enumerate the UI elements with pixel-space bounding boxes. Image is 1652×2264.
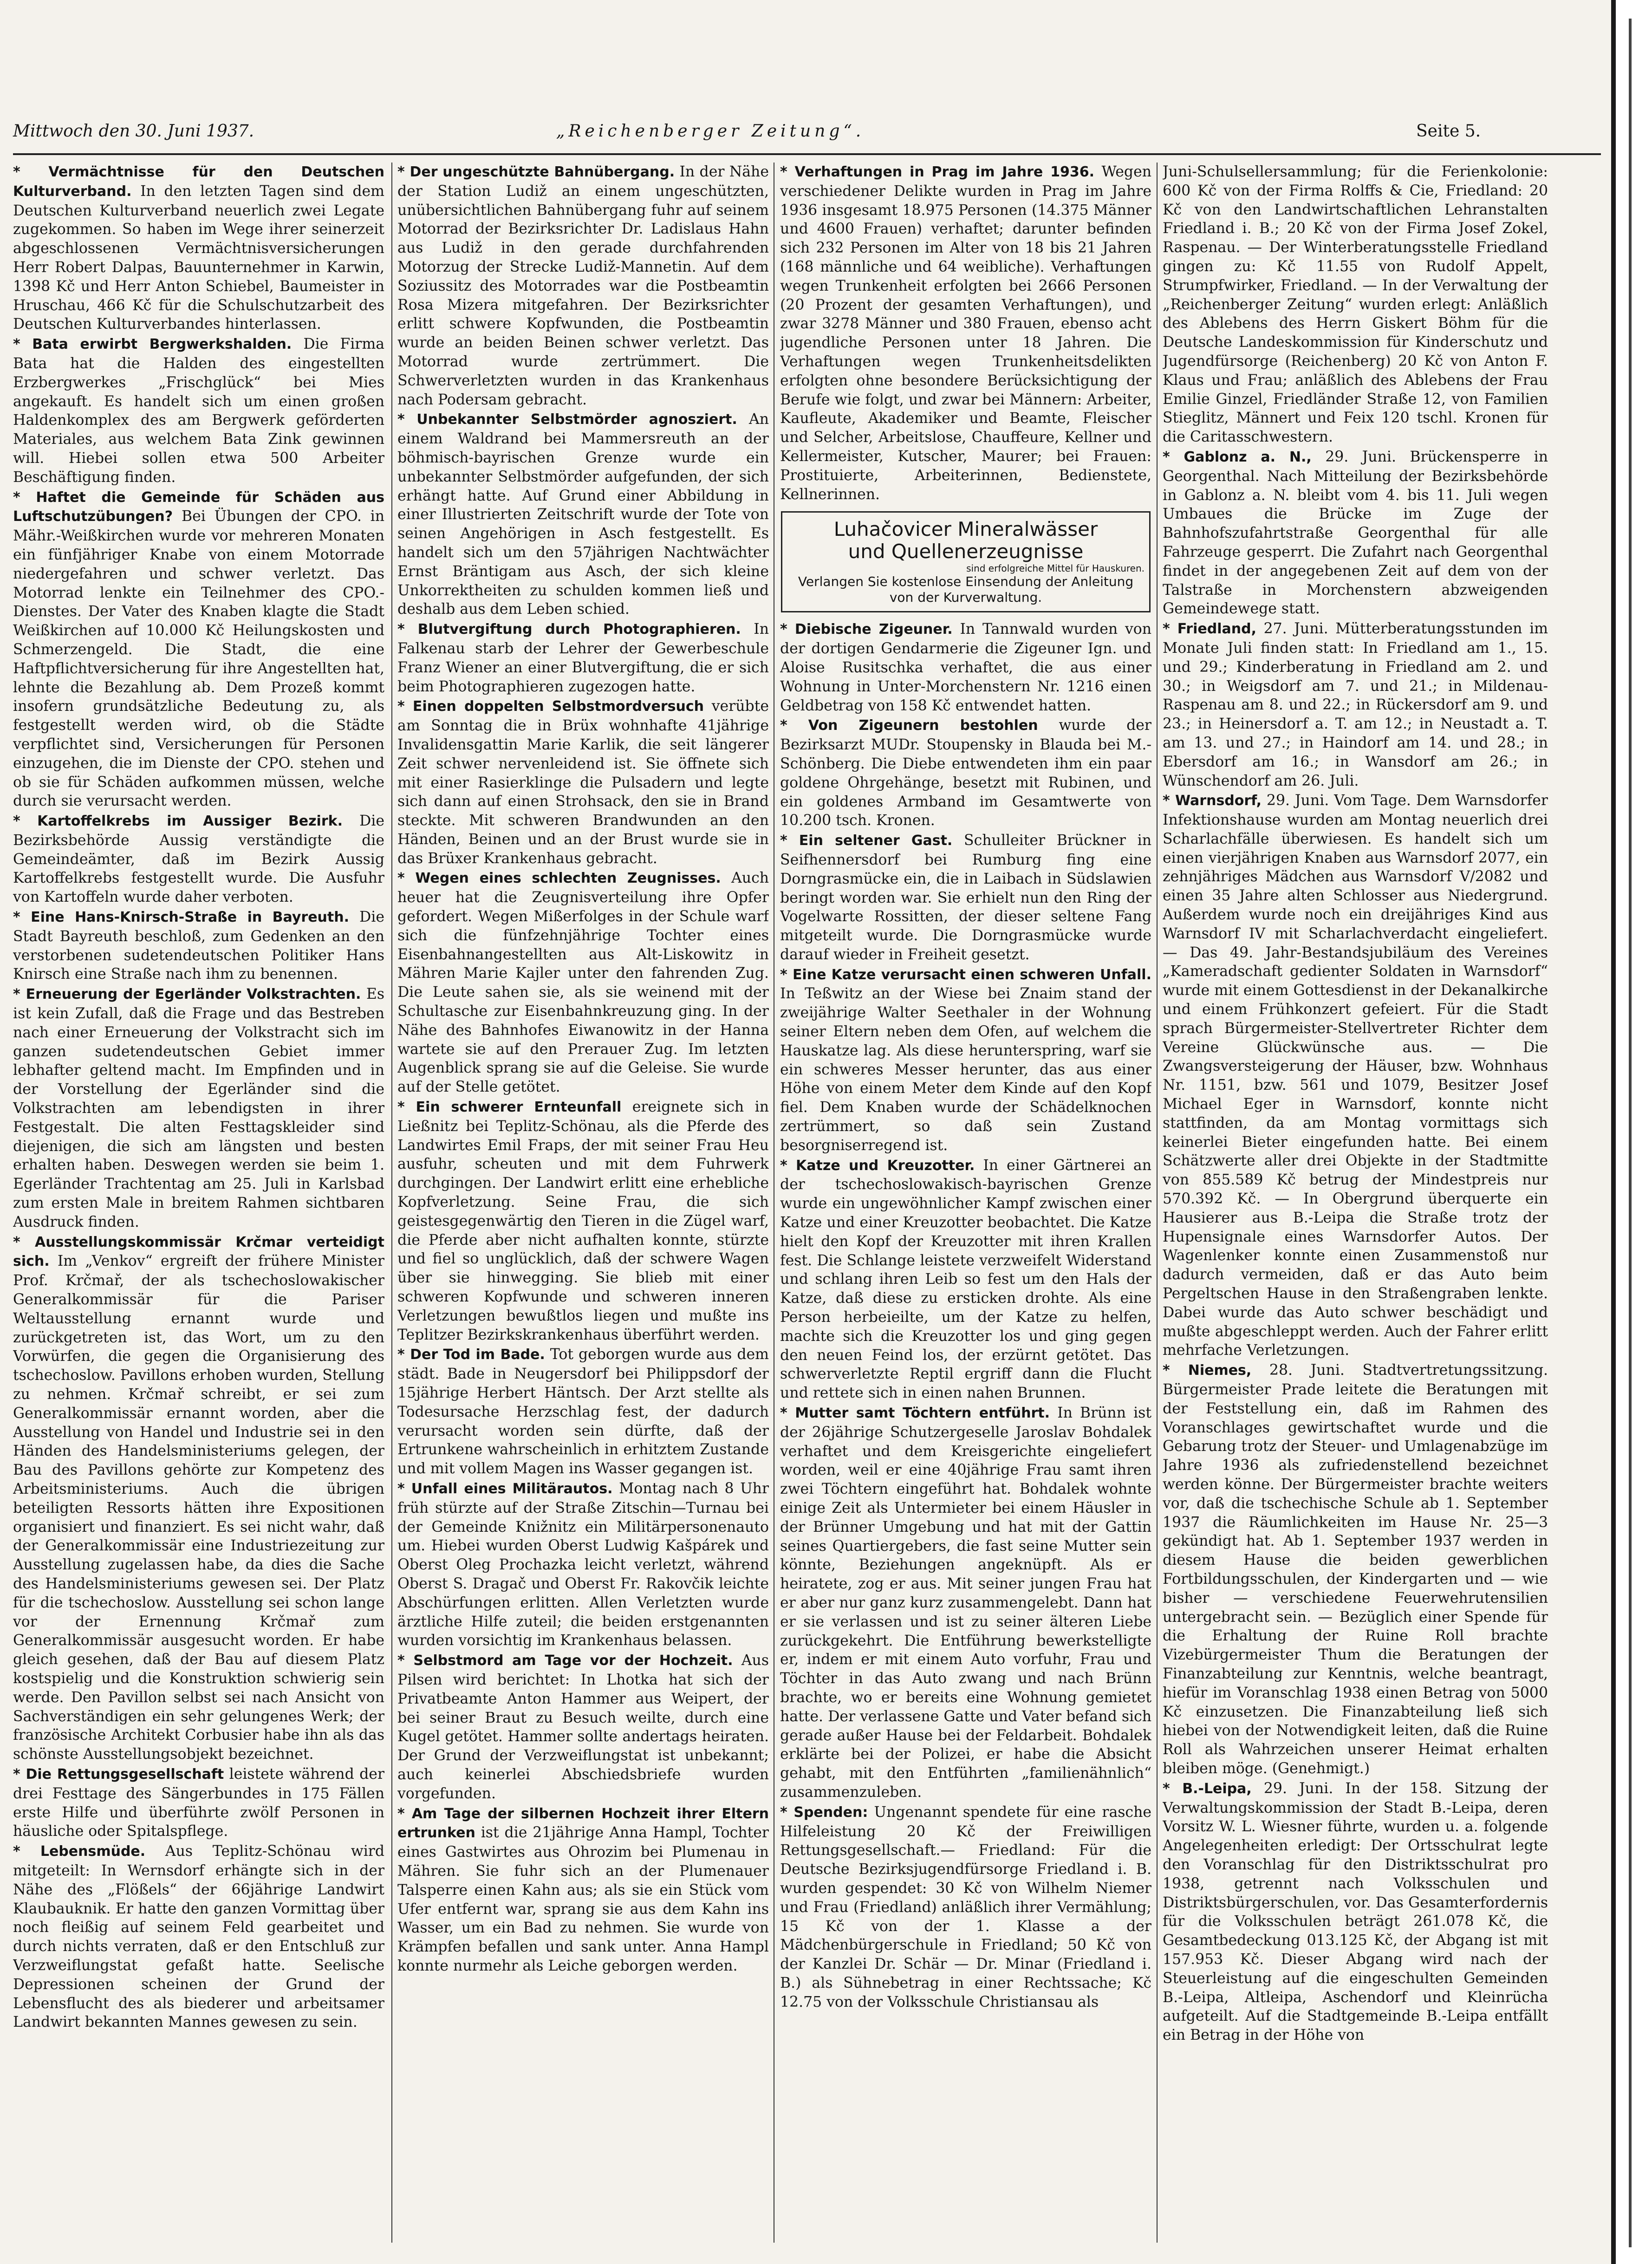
news-item: [397, 869, 769, 1097]
news-item-text: In der Nähe der Station Ludiž an einem ungeschützten, unübersichtlichen Bahnübergang fuhr auf seinem Motorrad der Bezirksrichter Dr. Ladislaus Hahn aus Ludiž in den gerade durchfahrenden Motorzug der Strecke Ludiž-Mannetin. Auf dem Soziussitz des Motorrades war die Postbeamtin Rosa Mizera mitgefahren. Der Bezirksrichter erlitt schwere Kopfwunden, die Postbeamtin wurde an beiden Beinen schwer verletzt. Das Motorrad wurde zertrümmert. Die Schwerverletzten wurden in das Krankenhaus nach Podersam gebracht.: [397, 163, 769, 408]
news-item: [1163, 163, 1548, 447]
news-item: [13, 163, 384, 334]
advertisement-line2: und Quellenerzeugnisse: [848, 540, 1084, 563]
news-item-text: Es ist kein Zufall, daß die Frage und das Bestreben nach einer Erneuerung der Volkstracht sich im ganzen sudetendeutschen Gebiet immer lebhafter geltend macht. Im Empfinden und in der Vorstellung der Egerländer sind die Volkstrachten am lebendigsten in ihrer Festgestalt. Die alten Festtagskleider sind diejenigen, die sich am längsten und besten erhalten haben. Deswegen werden sie beim 1. Egerländer Trachtentag am 25. Juli in Karlsbad zum ersten Male in breitem Rahmen sichtbaren Ausdruck finden.: [13, 986, 384, 1230]
news-item-text: Ungenannt spendete für eine rasche Hilfeleistung 20 Kč der Freiwilligen Rettungsgesellschaft.— Friedland: Für die Deutsche Bezirksjugendfürsorge Friedland i. B. wurden gespendet: 30 Kč von Wilhelm Niemer und Frau (Friedland) anläßlich ihrer Vermählung; 15 Kč von der 1. Klasse a der Mädchenbürgerschule in Friedland; 50 Kč von der Kanzlei Dr. Schär — Dr. Minar (Friedland i. B.) als Sühnebetrag in einer Rechtssache; Kč 12.75 von der Volksschule Christiansau als: [780, 1803, 1151, 2010]
news-item-heading: * Haftet die Gemeinde für Schäden aus Luftschutzübungen?: [13, 489, 384, 525]
news-item-heading: * Der Tod im Bade.: [397, 1347, 545, 1363]
news-item-heading: * Mutter samt Töchtern entführt.: [780, 1405, 1050, 1422]
column-1: [13, 163, 384, 2243]
news-item-text: Auch heuer hat die Zeugnisverteilung ihre Opfer gefordert. Wegen Mißerfolges in der Schule warf sich die fünfzehnjährige Tochter eines Eisenbahnangestellten aus Alt-Liskowitz in Mähren Marie Kajler unter den fahrenden Zug. Die Leute sahen sie, als sie weinend mit der Schultasche zur Eisenbahnkreuzung ging. In der Nähe des Bahnhofes Eiwanowitz in der Hanna wartete sie auf den Prerauer Zug. Im letzten Augenblick sprang sie auf die Geleise. Sie wurde auf der Stelle getötet.: [397, 870, 769, 1096]
news-item: [397, 1804, 769, 1976]
page-edge-shadow: [1629, 19, 1632, 2247]
news-item-text: Aus Teplitz-Schönau wird mitgeteilt: In Wernsdorf erhängte sich in der Nähe des „Flößels“ der 66jährige Landwirt Klaubauknik. Er hatte den ganzen Vormittag über noch fleißig auf seinem Feld gearbeitet und durch nichts verraten, daß er den Entschluß zur Verzweiflungstat gefaßt hatte. Seelische Depressionen scheinen der Grund der Lebensflucht des als biederer und arbeitsamer Landwirt bekannten Mannes gewesen zu sein.: [13, 1843, 384, 2031]
news-item-heading: * Bata erwirbt Bergwerkshalden.: [13, 336, 292, 353]
news-item: [1163, 791, 1548, 1360]
news-item-text: Tot geborgen wurde aus dem städt. Bade in Neugersdorf bei Philippsdorf der 15jährige Herbert Häntsch. Der Arzt stellte als Todesursache Herzschlag fest, der dadurch verursacht worden sein dürfte, daß der Ertrunkene wahrscheinlich in erhitztem Zustande und mit vollem Magen ins Wasser gegangen ist.: [397, 1346, 769, 1477]
news-item: [13, 488, 384, 811]
news-item: [780, 163, 1151, 504]
news-item-heading: * Friedland,: [1163, 621, 1256, 638]
news-item-heading: * Unbekannter Selbstmörder agnosziert.: [397, 411, 737, 428]
news-item-text: In Tannwald wurden von der dortigen Gendarmerie die Zigeuner Ign. und Aloise Rusitschka verhaftet, die aus einer Wohnung in Unter-Morchenstern Nr. 1216 einen Geldbetrag von 158 Kč entwendet hatten.: [780, 621, 1151, 714]
news-item-text: 29. Juni. In der 158. Sitzung der Verwaltungskommission der Stadt B.-Leipa, deren Vorsitz W. L. Wiesner führte, wurden u. a. folgende Angelegenheiten erledigt: Der Ortsschulrat legte den Voranschlag für den Distriktsschulrat pro 1938, getrennt nach Volksschulen und Distriktsbürgerschulen, vor. Das Gesamterfordernis für die Volksschulen beträgt 261.078 Kč, die Gesamtbedeckung 013.125 Kč, der Abgang ist mit 157.953 Kč. Dieser Abgang wird nach der Steuerleistung auf die eingeschulten Gemeinden B.-Leipa, Altleipa, Aschendorf und Kleinrücha aufgeteilt. Auf die Stadtgemeinde B.-Leipa entfällt ein Betrag in der Höhe von: [1163, 1780, 1548, 2044]
news-item-text: ereignete sich in Ließnitz bei Teplitz-Schönau, als die Pferde des Landwirtes Emil Fraps, der mit seiner Frau Heu ausfuhr, scheuten und mit dem Fuhrwerk durchgingen. Der Landwirt erlitt eine erhebliche Kopfverletzung. Seine Frau, die sich geistesgegenwärtig den Tieren in die Zügel warf, die Pferde aber nicht aufhalten konnte, stürzte und fiel so unglücklich, daß der schwere Wagen über sie hinwegging. Sie blieb mit einer schweren Kopfwunde und schweren inneren Verletzungen bewußtlos liegen und mußte ins Teplitzer Bezirkskrankenhaus überführt werden.: [397, 1099, 769, 1343]
news-item-heading: * Gablonz a. N.,: [1163, 449, 1312, 465]
news-item-heading: * Lebensmüde.: [13, 1843, 146, 1860]
news-item: [13, 335, 384, 487]
news-item-heading: * Ein seltener Gast.: [780, 833, 953, 849]
news-item-heading: * Vermächtnisse für den Deutschen Kulturverband.: [13, 164, 384, 200]
news-item-heading: * Von Zigeunern bestohlen: [780, 717, 1038, 734]
luhacovice-advertisement: [781, 511, 1151, 612]
news-item-heading: * B.-Leipa,: [1163, 1780, 1252, 1797]
news-item-text: Im „Venkov“ ergreift der frühere Minister Prof. Krčmař, der als tschechoslowakischer Generalkommissär für die Pariser Weltausstellung ernannt wurde und zurückgetreten ist, das Wort, um zu den Vorwürfen, die gegen die Organisierung des tschechoslow. Pavillons erhoben wurden, Stellung zu nehmen. Krčmař schreibt, er sei zum Generalkommissär ernannt worden, aber die Ausstellung von Handel und Industrie sei in den Händen des Handelsministeriums gelegen, der Bau des Pavillons gehörte zur Kompetenz des Arbeitsministeriums. Auch die übrigen beteiligten Ressorts hätten ihre Expositionen organisiert und finanziert. Es sei nicht wahr, daß der Generalkommissär eine Industriezeitung zur Ausstellung zugelassen habe, da dies die Sache des Handelsministeriums gewesen sei. Der Platz für die tschechoslow. Ausstellung sei schon lange vor der Ernennung Krčmař zum Generalkommissär ausgesucht worden. Er habe gleich gesehen, daß der Bau auf diesem Platz kostspielig und die Konstruktion schwierig sein werde. Den Pavillon selbst sei nach Ansicht von Sachverständigen ein sehr gelungenes Werk; der französische Architekt Corbusier habe ihn als das schönste Ausstellungsobjekt bezeichnet.: [13, 1253, 384, 1763]
news-item-text: In Brünn ist der 26jährige Schutzergeselle Jaroslav Bohdalek verhaftet und dem Kreisgerichte eingeliefert worden, weil er eine 40jährige Frau samt ihren zwei Töchtern eingeführt hat. Bohdalek wohnte einige Zeit als Untermieter bei einem Häusler in der Brünner Umgebung und hat mit der Gattin seines Quartiergebers, die fast seine Mutter sein könnte, Beziehungen angeknüpft. Als er heiratete, zog er aus. Mit seiner jungen Frau hat er aber nur ganz kurz zusammengelebt. Dann hat er sie verlassen und ist zu seiner älteren Liebe zurückgekehrt. Die Entführung bewerkstelligte er, indem er mit einem Auto vorfuhr, Frau und Töchter in das Auto zwang und nach Brünn brachte, wo er bereits eine Wohnung gemietet hatte. Der verlassene Gatte und Vater befand sich gerade außer Hause bei der Feldarbeit. Bohdalek erklärte bei der Polizei, er habe die Absicht gehabt, mit den Entführten „familienähnlich“ zusammenzuleben.: [780, 1405, 1151, 1801]
news-item-heading: * Warnsdorf,: [1163, 793, 1262, 809]
news-item-text: Die Bezirksbehörde Aussig verständigte die Gemeindeämter, daß im Bezirk Aussig Kartoffelkrebs festgestellt wurde. Die Ausfuhr von Kartoffeln wurde daher verboten.: [13, 813, 384, 906]
news-item: [13, 1233, 384, 1764]
news-item: [397, 410, 769, 619]
news-item: [13, 985, 384, 1231]
news-item-text: 29. Juni. Vom Tage. Dem Warnsdorfer Infektionshause wurden am Montag neuerlich drei Scharlachfälle überwiesen. Es handelt sich um einen vierjährigen Knaben aus Warnsdorf 2077, ein zehnjähriges Mädchen aus Warnsdorf V/2082 und einen 35 Jahre alten Schlosser aus Niedergrund. Außerdem wurde noch ein dreijähriges Kind aus Warnsdorf IV mit Scharlachverdacht eingeliefert. — Das 49. Jahr-Bestandsjubiläum des Vereines „Kameradschaft gedienter Soldaten in Warnsdorf“ wurde mit einem Gottesdienst in der Dekanalkirche und einem Frühkonzert gefeiert. Für die Stadt sprach Bürgermeister-Stellvertreter Richter dem Vereine Glückwünsche aus. — Die Zwangsversteigerung der Häuser, bzw. Wohnhaus Nr. 1151, bzw. 561 und 1079, Besitzer Josef Michael Eger in Warnsdorf, konnte nicht stattfinden, da am Montag vormittags sich keinerlei Bieter eingefunden hatte. Bei einem Schätzwerte aller drei Objekte in der Stadtmitte von 855.589 Kč betrug der Mindestpreis nur 570.392 Kč. — In Obergrund überquerte ein Hausierer aus B.-Leipa die Straße trotz der Hupensignale eines Warnsdorfer Autos. Der Wagenlenker konnte einen Zusammenstoß nur dadurch vermeiden, daß er das Auto beim Pergeltschen Hause in den Straßengraben lenkte. Dabei wurde das Auto schwer beschädigt und mußte abgeschleppt werden. Auch der Fahrer erlitt mehrfache Verletzungen.: [1163, 792, 1548, 1359]
news-item: [397, 697, 769, 868]
news-item: [13, 812, 384, 907]
page-edge-line: [1611, 0, 1616, 2264]
news-item-text: 28. Juni. Stadtvertretungssitzung. Bürgermeister Prade leitete die Beratungen mit der Feststellung ein, daß im Rahmen des Voranschlages gewirtschaftet wurde und die Gebarung trotz der Steuer- und Umlagenabzüge im Jahre 1936 als zufriedenstellend bezeichnet werden könne. Der Bürgermeister brachte weiters vor, daß die tschechische Schule ab 1. September 1937 die Räumlichkeiten im Hause Nr. 25—3 gekündigt hat. Ab 1. September 1937 werden in diesem Hause die beiden gewerblichen Fortbildungsschulen, der Kindergarten und — wie bisher — verschiedene Feuerwehrutensilien untergebracht sein. — Bezüglich einer Spende für die Erhaltung der Ruine Roll brachte Vizebürgermeister Thum die Beratungen der Finanzabteilung zur Kenntnis, welche beantragt, hiefür im Voranschlag 1938 einen Betrag von 5000 Kč einzusetzen. Die Finanzabteilung ließ sich hiebei von der Notwendigkeit leiten, daß die Ruine Roll als Wahrzeichen unserer Heimat erhalten bleiben möge. (Genehmigt.): [1163, 1362, 1548, 1777]
page-number: Seite 5.: [1416, 122, 1481, 141]
news-item-text: Montag nach 8 Uhr früh stürzte auf der Straße Zitschin—Turnau bei der Gemeinde Knižnitz ein Militärpersonenauto um. Hiebei wurden Oberst Ludwig Kašpárek und Oberst Oleg Prochazka leicht verletzt, während Oberst S. Dragač und Oberst Fr. Rakovčik leichte Abschürfungen erlitten. Allen Verletzten wurde ärztliche Hilfe zuteil; die beiden erstgenannten wurden vorsichtig im Krankenhaus belassen.: [397, 1480, 769, 1649]
news-item-text: verübte am Sonntag die in Brüx wohnhafte 41jährige Invalidensgattin Marie Karlik, die seit längerer Zeit schwer nervenleidend ist. Sie öffnete sich mit einer Rasierklinge die Pulsadern und legte sich dann auf einen Strohsack, den sie in Brand steckte. Mit schweren Brandwunden an den Händen, Beinen und an der Brust wurde sie in das Brüxer Krankenhaus gebracht.: [397, 698, 769, 867]
header-date: Mittwoch den 30. Juni 1937.: [13, 122, 254, 141]
news-item-text: Die Stadt Bayreuth beschloß, zum Gedenken an den verstorbenen sudetendeutschen Politiker Hans Knirsch eine Straße nach ihm zu benennen.: [13, 909, 384, 983]
news-item-heading: * Selbstmord am Tage vor der Hochzeit.: [397, 1652, 733, 1669]
news-item-heading: * Die Rettungsgesellschaft: [13, 1766, 224, 1783]
news-item-heading: * Wegen eines schlechten Zeugnisses.: [397, 870, 721, 887]
news-item-heading: * Kartoffelkrebs im Aussiger Bezirk.: [13, 813, 343, 830]
news-item-text: ist die 21jährige Anna Hampl, Tochter eines Gastwirtes aus Ohrozim bei Plumenau in Mähren. Sie fuhr sich an der Plumenauer Talsperre einen Kahn aus; als sie ein Stück vom Ufer entfernt war, sprang sie aus dem Kahn ins Wasser, um ein Bad zu nehmen. Sie wurde von Krämpfen befallen und sank unter. Anna Hampl konnte nurmehr als Leiche geborgen werden.: [397, 1824, 769, 1974]
news-item: [1163, 619, 1548, 790]
header-rule: [13, 153, 1601, 155]
news-item-heading: * Unfall eines Militärautos.: [397, 1480, 613, 1497]
news-item-heading: * Niemes,: [1163, 1362, 1252, 1379]
news-item-text: Schulleiter Brückner in Seifhennersdorf bei Rumburg fing eine Dorngrasmücke ein, die in Laibach in Südslawien beringt worden war. Sie erhielt nun den Ring der Vogelwarte Rossitten, der dieser seltene Fang mitgeteilt wurde. Die Dorngrasmücke wurde darauf wieder in Freiheit gesetzt.: [780, 832, 1151, 963]
news-item: [780, 831, 1151, 964]
news-item-heading: * Ausstellungskommissär Krčmar verteidigt sich.: [13, 1234, 384, 1270]
news-item: [1163, 1779, 1548, 2045]
news-item: [1163, 448, 1548, 618]
news-item-text: An einem Waldrand bei Mammersreuth an der böhmisch-bayrischen Grenze wurde ein unbekannter Selbstmörder aufgefunden, der sich erhängt hatte. Auf Grund einer Abbildung in einer Illustrierten Zeitschrift wurde der Tote von seinen Angehörigen in Asch festgestellt. Es handelt sich um den 57jährigen Nachtwächter Ernst Bräntigam aus Asch, der sich kleine Unkorrektheiten zu schulden kommen ließ und deshalb aus dem Leben schied.: [397, 411, 769, 618]
page-header: [0, 122, 1611, 154]
news-item-heading: * Katze und Kreuzotter.: [780, 1157, 975, 1174]
news-item: [1163, 1361, 1548, 1778]
news-item-text: In einer Gärtnerei an der tschechoslowakisch-bayrischen Grenze wurde ein ungewöhnlicher Kampf zwischen einer Katze und einer Kreuzotter beobachtet. Die Katze hielt den Kopf der Kreuzotter mit ihren Krallen fest. Die Schlange leistete verzweifelt Widerstand und schlang ihren Leib so fest um den Hals der Katze, daß diese zu ersticken drohte. Als eine Person herbeieilte, um der Katze zu helfen, machte sich die Kreuzotter los und ging gegen den neuen Feind los, der erzürnt getötet. Das schwerverletzte Reptil ergriff dann die Flucht und rettete sich in einen nahen Brunnen.: [780, 1157, 1151, 1402]
advertisement-line1: Luhačovicer Mineralwässer: [833, 518, 1098, 541]
news-item-heading: * Am Tage der silbernen Hochzeit ihrer Eltern ertrunken: [397, 1805, 769, 1841]
news-item-heading: * Erneuerung der Egerländer Volkstrachten.: [13, 986, 361, 1003]
news-item-text: 27. Juni. Mütterberatungsstunden im Monate Juli finden statt: In Friedland am 1., 15. und 29.; Kinderberatung in Friedland am 2. und 30.; in Weigsdorf am 7. und 21.; in Mildenau-Raspenau am 8. und 22.; in Rückersdorf am 9. und 23.; in Heinersdorf a. T. am 12.; in Neustadt a. T. am 13. und 27.; in Haindorf am 14. und 28.; in Ebersdorf am 16.; in Wansdorf am 26.; in Wünschendorf am 26. Juli.: [1163, 620, 1548, 789]
news-item-text: Aus Pilsen wird berichtet: In Lhotka hat sich der Privatbeamte Anton Hammer aus Weipert, der bei seiner Braut zu Besuch weilte, durch eine Kugel getötet. Hammer sollte andertags heiraten. Der Grund der Verzweiflungstat ist unbekannt; auch keinerlei Abschiedsbriefe wurden vorgefunden.: [397, 1652, 769, 1802]
news-item-text: In den letzten Tagen sind dem Deutschen Kulturverband neuerlich zwei Legate zugekommen. So haben im Wege ihrer seinerzeit abgeschlossenen Vermächtnisversicherungen Herr Robert Dalpas, Bauunternehmer in Karwin, 1398 Kč und Herr Anton Schiebel, Baumeister in Hruschau, 466 Kč für die Schulschutzarbeit des Deutschen Kulturverbandes hinterlassen.: [13, 182, 384, 333]
news-item: [780, 620, 1151, 715]
news-item-text: wurde der Bezirksarzt MUDr. Stoupensky in Blauda bei M.-Schönberg. Die Diebe entwendeten ihm ein paar goldene Ohrgehänge, besetzt mit Rubinen, und ein goldenes Armband im Gesamtwerte von 10.200 tsch. Kronen.: [780, 717, 1151, 829]
column-3: [780, 163, 1151, 2243]
news-item: [780, 1803, 1151, 2012]
news-item: [780, 1404, 1151, 1802]
advertisement-line4: Verlangen Sie kostenlose Einsendung der Anleitung von der Kurverwaltung.: [798, 574, 1134, 605]
column-rule: [1157, 163, 1158, 2243]
news-item: [397, 1345, 769, 1478]
news-item-text: Die Firma Bata hat die Halden des eingestellten Erzbergwerkes „Frischglück“ bei Mies angekauft. Es handelt sich um einen großen Haldenkomplex des am Bergwerk geförderten Materiales, aus welchem Bata Zink gewinnen will. Hiebei sollen etwa 500 Arbeiter Beschäftigung finden.: [13, 336, 384, 486]
column-2: [397, 163, 769, 2243]
news-item-heading: * Diebische Zigeuner.: [780, 621, 953, 638]
news-item: [13, 908, 384, 984]
news-item-heading: * Spenden:: [780, 1804, 868, 1821]
column-4: [1163, 163, 1548, 2243]
news-item-text: Bei Übungen der CPO. in Mähr.-Weißkirchen wurde vor mehreren Monaten ein fünfjähriger Knabe von einem Motorrade niedergefahren und schwer verletzt. Das Motorrad lenkte ein Teilnehmer des CPO.-Dienstes. Der Vater des Knaben klagte die Stadt Weißkirchen auf 10.000 Kč Heilungskosten und Schmerzengeld. Die Stadt, die eine Haftpflichtversicherung für ihre Angestellten hat, lehnte die Bezahlung ab. Dem Prozeß kommt insofern grundsätzliche Bedeutung zu, als festgestellt werden wird, ob die Städte verpflichtet sind, Versicherungen für Personen einzugehen, die im Dienste der CPO. stehen und ob sie für Schäden aufkommen müssen, welche durch sie verursacht werden.: [13, 508, 384, 810]
news-item: [13, 1842, 384, 2032]
news-item: [397, 1651, 769, 1803]
news-item: [397, 1098, 769, 1344]
news-item-text: Juni-Schulsellersammlung; für die Ferienkolonie: 600 Kč von der Firma Rolffs & Cie, Friedland: 20 Kč von den Landwirtschaftlichen Lehranstalten Friedland i. B.; 20 Kč von der Firma Josef Zokel, Raspenau. — Der Winterberatungsstelle Friedland gingen zu: Kč 11.55 von Rudolf Appelt, Strumpfwirker, Friedland. — In der Verwaltung der „Reichenberger Zeitung“ wurden erlegt: Anläßlich des Ablebens des Herrn Giskert Böhm für die Deutsche Landeskommission für Kinderschutz und Jugendfürsorge (Reichenberg) 20 Kč von Anton F. Klaus und Frau; anläßlich des Ablebens der Frau Emilie Ginzel, Friedländer Straße 12, von Familien Stieglitz, Männert und Feix 120 tschl. Kronen für die Caritasschwestern.: [1163, 163, 1548, 446]
news-item-heading: * Ein schwerer Ernteunfall: [397, 1099, 622, 1116]
news-item-heading: * Verhaftungen in Prag im Jahre 1936.: [780, 164, 1095, 180]
news-item-heading: * Einen doppelten Selbstmordversuch: [397, 698, 704, 715]
news-item: [780, 1156, 1151, 1403]
news-item: [780, 716, 1151, 830]
news-item-heading: * Eine Katze verursacht einen schweren Unfall.: [780, 966, 1151, 983]
advertisement-line3: sind erfolgreiche Mittel für Hauskuren.: [966, 563, 1145, 574]
news-item-text: Wegen verschiedener Delikte wurden in Prag im Jahre 1936 insgesamt 18.975 Personen (14.375 Männer und 4600 Frauen) verhaftet; darunter befinden sich 232 Personen im Alter von 18 bis 21 Jahren (168 männliche und 64 weibliche). Verhaftungen wegen Trunkenheit erfolgten bei 2666 Personen (20 Prozent der gesamten Verhaftungen), und zwar 3278 Männer und 380 Frauen, ebenso acht jugendliche Personen unter 18 Jahren. Die Verhaftungen wegen Trunkenheitsdelikten erfolgten ohne besondere Berücksichtigung der Berufe wie folgt, und zwar bei Männern: Arbeiter, Kaufleute, Akademiker und Beamte, Fleischer und Selcher, Arbeitslose, Chauffeure, Kellner und Kellermeister, Kutscher, Maurer; bei Frauen: Prostituierte, Arbeiterinnen, Bedienstete, Kellnerinnen.: [780, 163, 1151, 503]
news-item-text: 29. Juni. Brückensperre in Georgenthal. Nach Mitteilung der Bezirksbehörde in Gablonz a. N. bleibt vom 4. bis 11. Juli wegen Umbaues die Brücke im Zuge der Bahnhofszufahrtstraße Georgenthal für alle Fahrzeuge gesperrt. Die Zufahrt nach Georgenthal findet in der angegebenen Zeit auf dem von der Talstraße in Morchenstern abzweigenden Gemeindewege statt.: [1163, 448, 1548, 618]
page-margin: [1611, 0, 1652, 2264]
news-item-heading: * Der ungeschützte Bahnübergang.: [397, 164, 675, 180]
news-item-heading: * Blutvergiftung durch Photographieren.: [397, 621, 741, 638]
news-item-heading: * Eine Hans-Knirsch-Straße in Bayreuth.: [13, 909, 349, 926]
news-item: [13, 1765, 384, 1841]
column-rule: [391, 163, 392, 2243]
news-item: [397, 620, 769, 696]
news-item-text: leistete während der drei Festtage des Sängerbundes in 175 Fällen erste Hilfe und überführte zwölf Personen in häusliche oder Spitalspflege.: [13, 1765, 384, 1840]
news-item-text: In Falkenau starb der Lehrer der Gewerbeschule Franz Wiener an einer Blutvergiftung, die er sich beim Photographieren zugezogen hatte.: [397, 621, 769, 695]
news-item-text: In Teßwitz an der Wiese bei Znaim stand der zweijährige Walter Seethaler in der Wohnung seiner Eltern neben dem Ofen, auf welchem die Hauskatze lag. Als diese herunterspring, warf sie ein schweres Messer herunter, das aus einer Höhe von einem Meter dem Kinde auf den Kopf fiel. Dem Knaben wurde der Schädelknochen zertrümmert, so daß sein Zustand besorgniserregend ist.: [780, 985, 1151, 1154]
news-item: [397, 1479, 769, 1650]
newspaper-title: „Reichenberger Zeitung“.: [556, 122, 865, 141]
news-item: [780, 965, 1151, 1155]
news-item: [397, 163, 769, 409]
